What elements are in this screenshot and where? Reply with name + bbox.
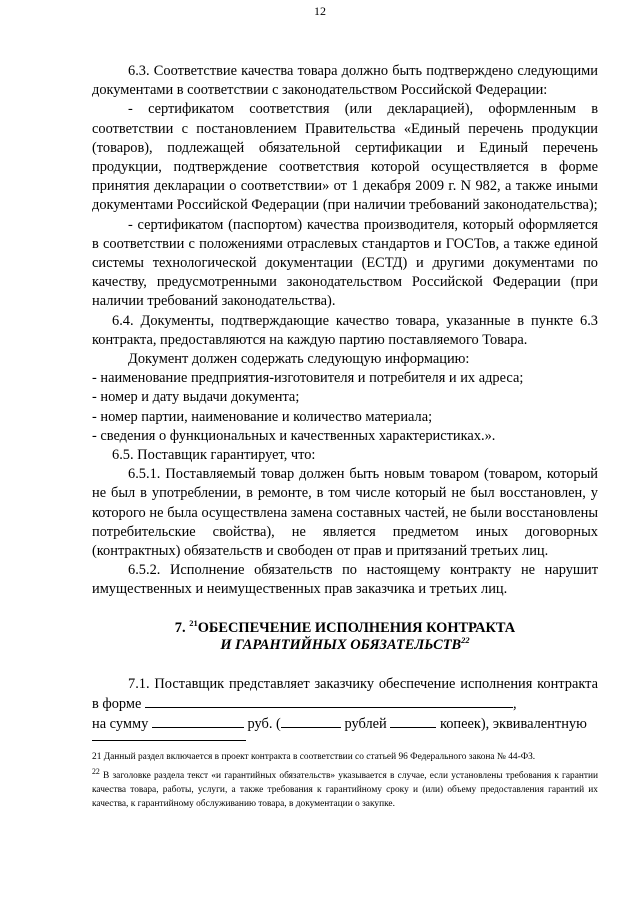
clause-6-4-document-info: Документ должен содержать следующую информацию:: [128, 351, 470, 368]
clause-6-4: 6.4. Документы, подтверждающие качество товара, указанные в пункте 6.3 контракта, предоставляются на каждую партию поставляемого Товара.: [92, 312, 598, 348]
page-number: 12: [314, 4, 326, 18]
clause-7-1-text: 7.1. Поставщик представляет заказчику обеспечение исполнения контракта в форме: [92, 675, 598, 712]
clause-6-3-item-passport: - сертификатом (паспортом) качества производителя, который оформляется в соответствии с положениями отраслевых стандартов и ГОСТов, а также единой системы технологической документации (ЕСТД) и другими документами по качеству, предусмотренными законодательством Российской Федерации (при наличии требований законодательства).: [92, 216, 598, 310]
section-7-heading: [92, 617, 598, 655]
clause-7-1-rub-label: руб. (: [247, 716, 281, 733]
document-body: [92, 62, 598, 734]
kopecks-blank[interactable]: [390, 714, 436, 728]
section-7-number: 7.: [174, 619, 190, 636]
footnote-mark: 21: [92, 752, 102, 762]
footnotes: [92, 751, 598, 811]
clause-7-1-kopecks-label: копеек), эквивалентную: [439, 716, 587, 733]
clause-6-5-2: 6.5.2. Исполнение обязательств по настоящему контракту не нарушит имущественных и неимущественных прав заказчика и третьих лиц.: [92, 562, 598, 598]
clause-7-1-amount-line: [92, 714, 598, 734]
footnote-mark: 22: [92, 766, 100, 776]
footnote-text: Данный раздел включается в проект контракта в соответствии со статьей 96 Федерального закона № 44-ФЗ.: [103, 752, 536, 762]
section-7-title-line1: ОБЕСПЕЧЕНИЕ ИСПОЛНЕНИЯ КОНТРАКТА: [197, 619, 516, 636]
footnote-ref-21[interactable]: 21: [189, 617, 198, 628]
amount-blank[interactable]: [152, 714, 244, 728]
clause-6-4-list-item: - номер партии, наименование и количество материала;: [92, 408, 433, 425]
clause-6-5: 6.5. Поставщик гарантирует, что:: [112, 447, 316, 464]
clause-7-1-rubles-label: рублей: [344, 716, 387, 733]
footnote-21: [92, 751, 598, 765]
security-form-blank[interactable]: [145, 694, 513, 708]
section-7-title-line2: И ГАРАНТИЙНЫХ ОБЯЗАТЕЛЬСТВ: [220, 637, 462, 654]
clause-7-1-amount-label: на сумму: [92, 716, 149, 733]
clause-6-4-list-item: - номер и дату выдачи документа;: [92, 389, 300, 406]
clause-6-4-list-item: - наименование предприятия-изготовителя и потребителя и их адреса;: [92, 370, 524, 387]
footnote-ref-22[interactable]: 22: [461, 635, 470, 646]
clause-7-1-comma: ,: [513, 695, 517, 712]
footnote-text: В заголовке раздела текст «и гарантийных обязательств» указывается в случае, если установлены требования к гарантии качества товара, работы, услуги, а также требования к гарантийному сроку и (или) объему предоставления гарантий их качества, к гарантийному обслуживанию товара, в документации о закупке.: [92, 770, 599, 809]
clause-6-3-item-certificate: - сертификатом соответствия (или декларацией), оформленным в соответствии с постановлением Правительства «Единый перечень продукции (товаров), подлежащей обязательной сертификации и Единый перечень продукции, подтверждение соответствия которой осуществляется в форме принятия декларации о соответствии» от 1 декабря 2009 г. N 982, а также иными документами Российской Федерации (при наличии требований законодательства);: [92, 101, 598, 214]
clause-7-1: [92, 675, 598, 714]
footnote-22: [92, 765, 598, 812]
clause-6-4-list-item: - сведения о функциональных и качественных характеристиках.».: [92, 427, 496, 444]
footnote-separator: [92, 740, 246, 741]
rubles-blank[interactable]: [281, 714, 341, 728]
clause-6-3: 6.3. Соответствие качества товара должно быть подтверждено следующими документами в соответствии с законодательством Российской Федерации:: [92, 63, 598, 99]
clause-6-5-1: 6.5.1. Поставляемый товар должен быть новым товаром (товаром, который не был в употреблении, в ремонте, в том числе который не был восстановлен, у которого не была осуществлена замена составных частей, не были восстановлены потребительские свойства), не является предметом иных договорных (контрактных) обязательств и свободен от прав и притязаний третьих лиц.: [92, 466, 598, 560]
